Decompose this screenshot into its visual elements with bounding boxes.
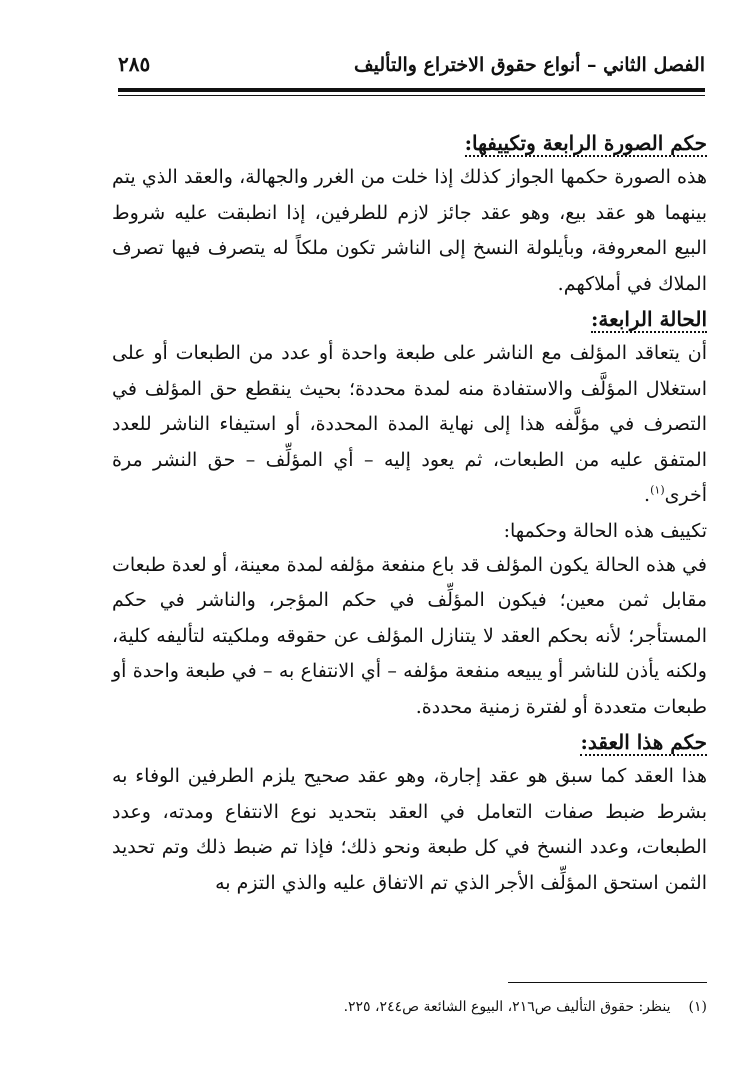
section-heading: حكم الصورة الرابعة وتكييفها: <box>464 131 707 155</box>
footnote-text: ينظر: حقوق التأليف ص٢١٦، البيوع الشائعة ص٢٤٤، ٢٢٥. <box>343 999 671 1015</box>
page-number: ٢٨٥ <box>118 52 151 76</box>
section-heading: الحالة الرابعة: <box>591 307 707 331</box>
footnote <box>112 995 707 1019</box>
footnote-number: (١) <box>688 999 707 1015</box>
footnote-reference: (١) <box>650 483 665 497</box>
header-rule-thick <box>118 88 705 92</box>
paragraph: هذه الصورة حكمها الجواز كذلك إذا خلت من الغرر والجهالة، والعقد الذي يتم بينهما هو عقد بيع، وهو عقد جائز لازم للطرفين، إذا انطبقت عليه شروط البيع المعروفة، وبأيلولة النسخ إلى الناشر تكون ملكاً له يتصرف فيها تصرف الملاك في أملاكهم. <box>112 166 707 295</box>
section-heading: حكم هذا العقد: <box>580 730 707 754</box>
paragraph: هذا العقد كما سبق هو عقد إجارة، وهو عقد صحيح يلزم الطرفين الوفاء به بشرط ضبط صفات التعامل في العقد بتحديد نوع الانتفاع ومدته، وعدد الطبعات، وعدد النسخ في كل طبعة ونحو ذلك؛ فإذا تم ضبط ذلك وتم تحديد الثمن استحق المؤلِّف الأجر الذي تم الاتفاق عليه والذي التزم به <box>112 765 707 894</box>
chapter-title: الفصل الثاني – أنواع حقوق الاختراع والتأليف <box>353 54 705 76</box>
page-body <box>112 126 707 901</box>
sub-heading: تكييف هذه الحالة وحكمها: <box>503 519 707 542</box>
header-rule-thin <box>118 95 705 96</box>
paragraph: في هذه الحالة يكون المؤلف قد باع منفعة مؤلفه لمدة معينة، أو لعدة طبعات مقابل ثمن معين؛ فيكون المؤلِّف في حكم المؤجر، والناشر في حكم المستأجر؛ لأنه بحكم العقد لا يتنازل المؤلف عن حقوقه وملكيته لتأليفه كلية، ولكنه يأذن للناشر أو يبيعه منفعة مؤلفه – أي الانتفاع به – في طبعة واحدة أو طبعات متعددة أو لفترة زمنية محددة. <box>112 553 707 718</box>
running-header <box>118 52 705 86</box>
footnote-separator <box>508 982 707 983</box>
paragraph: أن يتعاقد المؤلف مع الناشر على طبعة واحدة أو عدد من الطبعات أو على استغلال المؤلَّف والاستفادة منه لمدة محددة؛ بحيث ينقطع حق المؤلف في التصرف في مؤلَّفه هذا إلى نهاية المدة المحددة، أو استيفاء الناشر للعدد المتفق عليه من الطبعات، ثم يعود إليه – أي المؤلِّف – حق النشر مرة أخرى$^{(١)}$. <box>112 342 707 506</box>
